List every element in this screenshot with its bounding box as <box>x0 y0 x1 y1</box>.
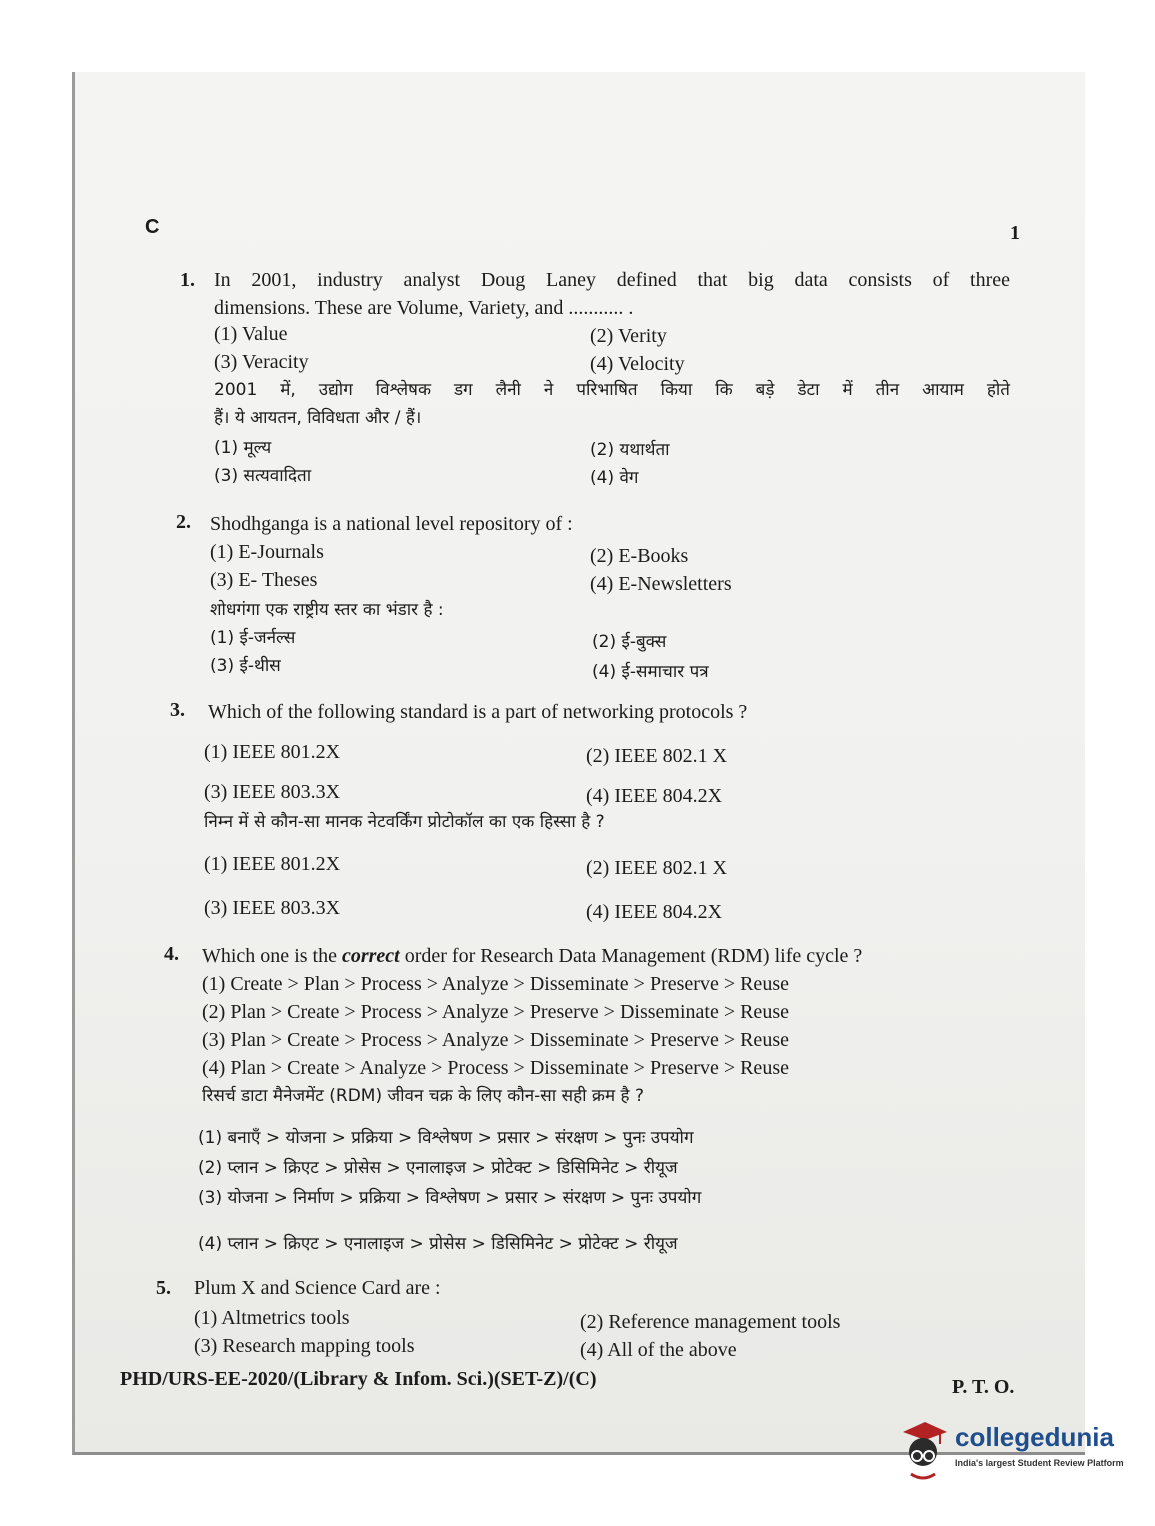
set-letter: C <box>145 216 160 238</box>
hindi-option-1: (1) IEEE 801.2X <box>204 853 341 875</box>
question-number: 4. <box>164 943 179 965</box>
hindi-option-1: (1) ई-जर्नल्स <box>210 628 296 648</box>
collegedunia-logo <box>895 1418 1125 1482</box>
hindi-text-line: 2001 में, उद्योग विश्लेषक डग लैनी ने परिभाषित किया कि बड़े डेटा में तीन आयाम होते <box>214 380 1010 400</box>
question-number: 2. <box>176 511 191 533</box>
question-5 <box>156 1274 1016 1364</box>
hindi-option-2: (2) IEEE 802.1 X <box>586 857 728 879</box>
page-number: 1 <box>1010 222 1020 244</box>
question-1 <box>180 266 1010 496</box>
option-1: (1) Create > Plan > Process > Analyze > Disseminate > Preserve > Reuse <box>202 973 789 995</box>
question-text-line: dimensions. These are Volume, Variety, and ........... . <box>214 297 634 319</box>
hindi-option-3: (3) IEEE 803.3X <box>204 897 341 919</box>
question-text: Plum X and Science Card are : <box>194 1277 441 1299</box>
question-text: Which one is the correct order for Research Data Management (RDM) life cycle ? <box>202 945 863 967</box>
hindi-option-4: (4) ई-समाचार पत्र <box>592 662 709 682</box>
option-2: (2) E-Books <box>590 545 689 567</box>
hindi-option-3: (3) सत्यवादिता <box>214 466 312 486</box>
hindi-option-3: (3) योजना > निर्माण > प्रक्रिया > विश्लेषण > प्रसार > संरक्षण > पुनः उपयोग <box>198 1188 702 1208</box>
option-3: (3) Veracity <box>214 351 309 373</box>
option-1: (1) Value <box>214 323 288 345</box>
question-text: Shodhganga is a national level repository of : <box>210 513 573 535</box>
question-3 <box>170 696 1020 926</box>
hindi-option-4: (4) IEEE 804.2X <box>586 901 723 923</box>
option-2: (2) Verity <box>590 325 667 347</box>
question-4 <box>164 940 1024 1260</box>
hindi-option-1: (1) बनाएँ > योजना > प्रक्रिया > विश्लेषण > प्रसार > संरक्षण > पुनः उपयोग <box>198 1128 694 1148</box>
question-number: 5. <box>156 1277 171 1299</box>
option-1: (1) Altmetrics tools <box>194 1307 350 1329</box>
hindi-option-4: (4) प्लान > क्रिएट > एनालाइज > प्रोसेस > डिसिमिनेट > प्रोटेक्ट > रीयूज <box>198 1234 678 1254</box>
question-text: Which of the following standard is a part of networking protocols ? <box>208 701 748 723</box>
question-text-line: In 2001, industry analyst Doug Laney defined that big data consists of three <box>214 269 1010 291</box>
option-3: (3) Plan > Create > Process > Analyze > Disseminate > Preserve > Reuse <box>202 1029 789 1051</box>
hindi-text-line: हैं। ये आयतन, विविधता और / हैं। <box>214 408 422 428</box>
paper-code: PHD/URS-EE-2020/(Library & Infom. Sci.)(SET-Z)/(C) <box>120 1368 597 1390</box>
logo-tagline: India's largest Student Review Platform <box>955 1458 1124 1468</box>
hindi-question-text: रिसर्च डाटा मैनेजमेंट (RDM) जीवन चक्र के लिए कौन-सा सही क्रम है ? <box>202 1086 644 1106</box>
hindi-option-4: (4) वेग <box>590 468 639 488</box>
hindi-option-2: (2) ई-बुक्स <box>592 632 667 652</box>
hindi-question-text: निम्न में से कौन-सा मानक नेटवर्किंग प्रोटोकॉल का एक हिस्सा है ? <box>204 812 605 832</box>
option-3: (3) IEEE 803.3X <box>204 781 341 803</box>
option-4: (4) Velocity <box>590 353 685 375</box>
question-2 <box>176 508 1016 688</box>
hindi-option-2: (2) यथार्थता <box>590 440 670 460</box>
hindi-question-text: शोधगंगा एक राष्ट्रीय स्तर का भंडार है : <box>210 600 444 620</box>
hindi-option-2: (2) प्लान > क्रिएट > प्रोसेस > एनालाइज > प्रोटेक्ट > डिसिमिनेट > रीयूज <box>198 1158 678 1178</box>
logo-wordmark: collegedunia <box>955 1422 1114 1452</box>
graduate-mascot-icon <box>895 1418 951 1482</box>
option-1: (1) E-Journals <box>210 541 324 563</box>
option-3: (3) Research mapping tools <box>194 1335 415 1357</box>
please-turn-over: P. T. O. <box>952 1376 1015 1398</box>
question-number: 3. <box>170 699 185 721</box>
emphasis-correct: correct <box>341 945 400 967</box>
hindi-option-1: (1) मूल्य <box>214 438 272 458</box>
hindi-option-3: (3) ई-थीस <box>210 656 281 676</box>
option-2: (2) Reference management tools <box>580 1311 841 1333</box>
question-number: 1. <box>180 269 195 291</box>
option-2: (2) IEEE 802.1 X <box>586 745 728 767</box>
option-3: (3) E- Theses <box>210 569 318 591</box>
option-4: (4) E-Newsletters <box>590 573 732 595</box>
option-1: (1) IEEE 801.2X <box>204 741 341 763</box>
option-2: (2) Plan > Create > Process > Analyze > Preserve > Disseminate > Reuse <box>202 1001 789 1023</box>
option-4: (4) Plan > Create > Analyze > Process > Disseminate > Preserve > Reuse <box>202 1057 789 1079</box>
option-4: (4) All of the above <box>580 1339 737 1361</box>
option-4: (4) IEEE 804.2X <box>586 785 723 807</box>
